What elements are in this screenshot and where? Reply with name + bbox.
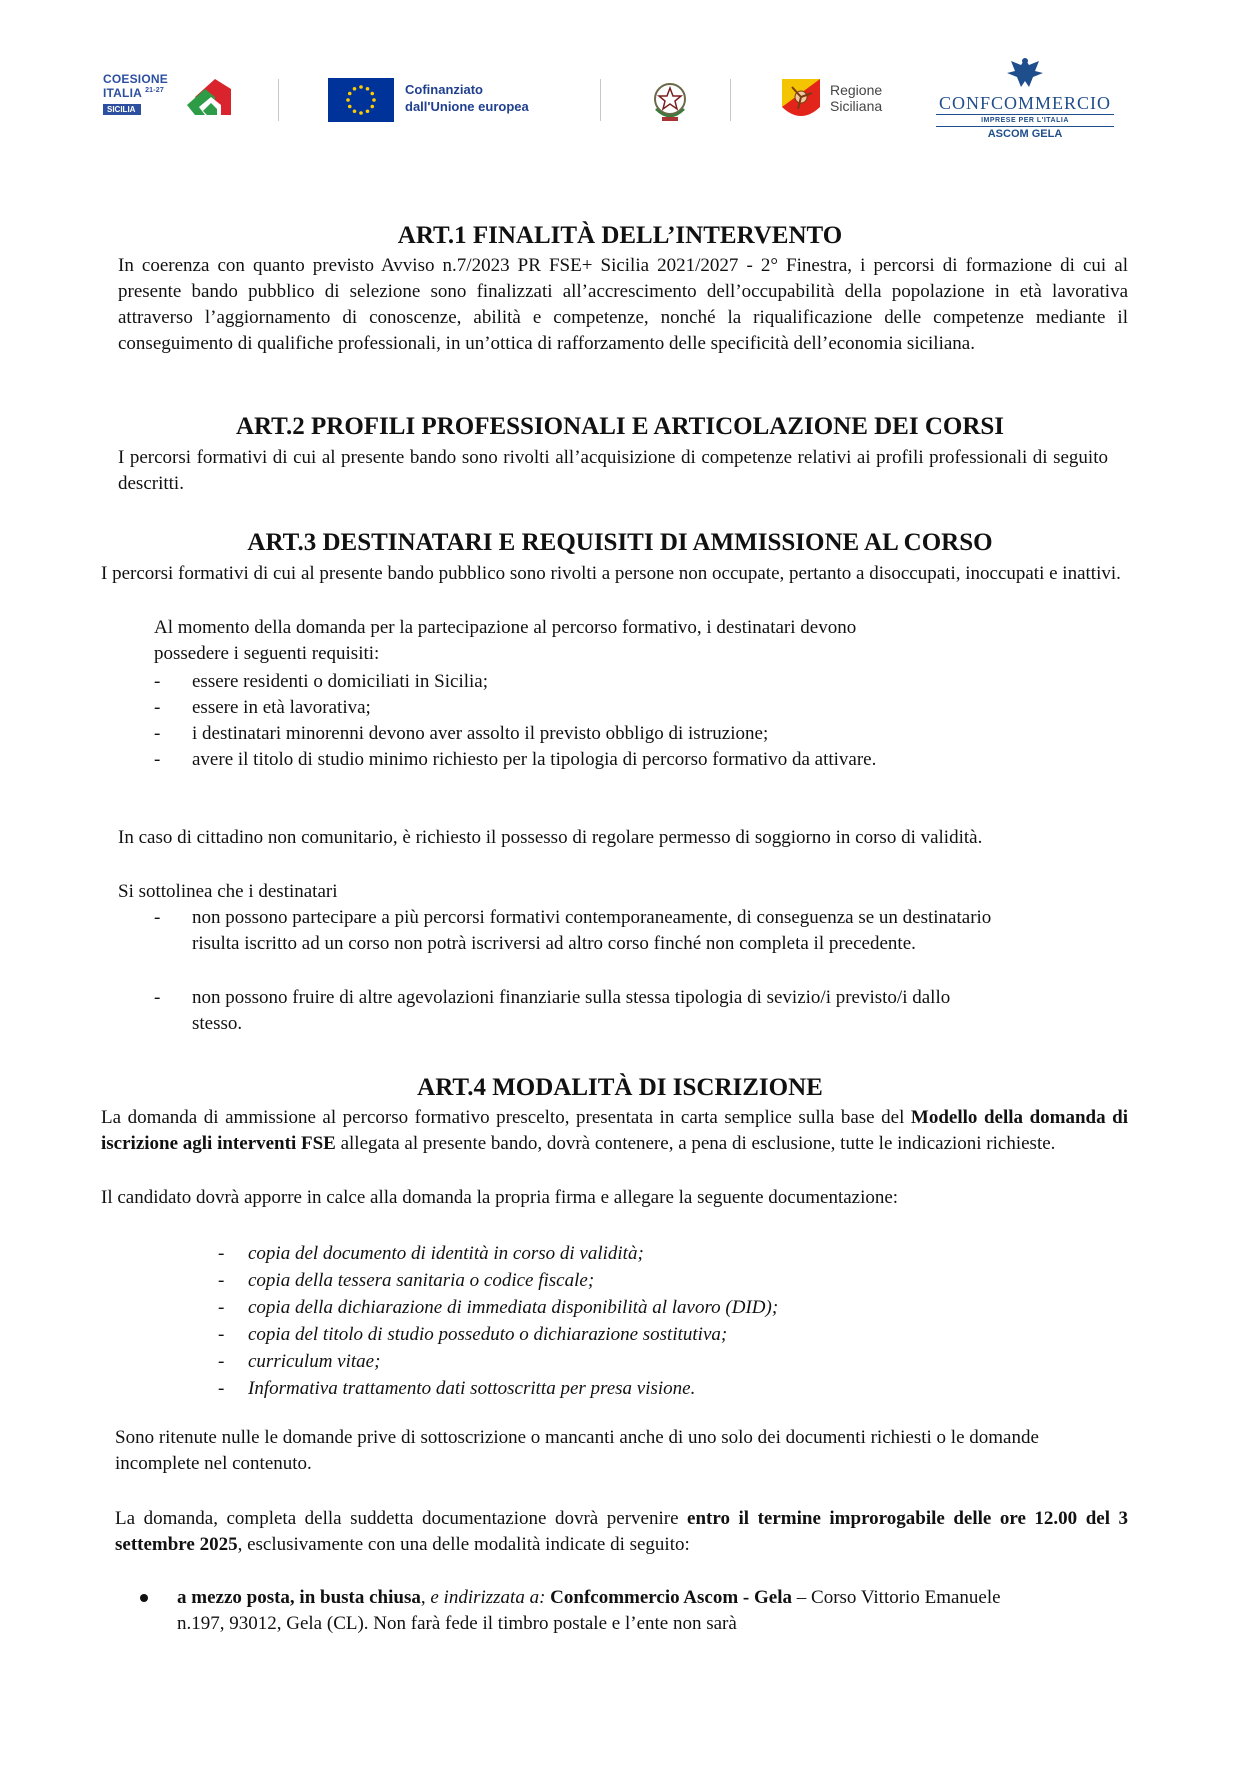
italian-republic-emblem-icon	[650, 79, 690, 123]
eagle-icon	[1005, 55, 1045, 91]
eu-star-icon	[359, 111, 363, 115]
coesione-region: SICILIA	[103, 104, 141, 115]
mail-sep: ,	[420, 1587, 431, 1608]
dash-bullet: -	[154, 907, 161, 928]
document-text: copia del titolo di studio posseduto o dichiarazione sostitutiva;	[248, 1324, 728, 1345]
art3-heading: ART.3 DESTINATARI E REQUISITI DI AMMISSIONE AL CORSO	[247, 529, 993, 556]
dash-bullet: -	[218, 1297, 225, 1318]
requirements-intro-line1: Al momento della domanda per la partecipazione al percorso formativo, i destinatari devono	[154, 617, 857, 638]
logo-header	[0, 55, 1240, 155]
requirement-item	[154, 669, 954, 695]
dash-bullet: -	[154, 749, 161, 770]
art4-paragraph-1	[101, 1105, 1128, 1157]
eu-star-icon	[366, 109, 370, 113]
art1-heading: ART.1 FINALITÀ DELL’INTERVENTO	[397, 222, 843, 249]
eu-star-icon	[370, 92, 374, 96]
art4-p1-end: allegata al presente bando, dovrà contenere, a pena di esclusione, tutte le indicazioni richieste.	[335, 1133, 1056, 1154]
null-applications-note: Sono ritenute nulle le domande prive di sottoscrizione o mancanti anche di uno solo dei documenti richiesti o le domande incomplete nel contenuto.	[115, 1427, 1039, 1474]
dash-bullet: -	[218, 1351, 225, 1372]
art4-paragraph-2: Il candidato dovrà apporre in calce alla domanda la propria firma e allegare la seguente documentazione:	[101, 1187, 899, 1208]
dash-bullet: -	[154, 697, 161, 718]
document-item	[218, 1241, 1018, 1267]
document-item	[218, 1376, 1018, 1402]
application-form-model: Modello della domanda di iscrizione agli interventi FSE	[101, 1107, 1128, 1154]
document-item	[218, 1268, 1018, 1294]
constraint-item	[154, 905, 1024, 957]
eu-star-icon	[372, 98, 376, 102]
requirement-text: avere il titolo di studio minimo richiesto per la tipologia di percorso formativo da attivare.	[192, 749, 877, 770]
document-text: copia della tessera sanitaria o codice fiscale;	[248, 1270, 595, 1291]
logo-rule	[936, 114, 1114, 115]
document-item	[218, 1295, 1018, 1321]
eu-star-icon	[353, 109, 357, 113]
confcommercio-logo	[930, 55, 1120, 145]
art4-p1-start: La domanda di ammissione al percorso formativo prescelto, presentata in carta semplice sulla base del	[101, 1107, 911, 1128]
regione-siciliana-label	[830, 82, 882, 114]
regione-line1: Regione	[830, 82, 883, 98]
coesione-italia-logo	[103, 73, 238, 133]
requirement-item	[154, 695, 954, 721]
eu-cofinanced-label	[405, 81, 529, 115]
coesione-line2: ITALIA	[103, 86, 142, 100]
underline-intro: Si sottolinea che i destinatari	[118, 881, 338, 902]
logo-rule	[936, 126, 1114, 127]
deadline-start: La domanda, completa della suddetta documentazione dovrà pervenire	[115, 1508, 688, 1529]
eu-star-icon	[370, 105, 374, 109]
art2-heading: ART.2 PROFILI PROFESSIONALI E ARTICOLAZIONE DEI CORSI	[235, 413, 1005, 440]
eu-star-icon	[346, 98, 350, 102]
constraint-text: non possono partecipare a più percorsi formativi contemporaneamente, di conseguenza se un destinatario risulta iscritto ad un corso non potrà iscriversi ad altro corso finché non completa il precedente.	[192, 907, 992, 954]
document-text: copia del documento di identità in corso di validità;	[248, 1243, 644, 1264]
dash-bullet: -	[218, 1243, 225, 1264]
bullet-dot	[140, 1594, 148, 1602]
coesione-years: 21-27	[145, 87, 164, 94]
dash-bullet: -	[218, 1270, 225, 1291]
dash-bullet: -	[218, 1324, 225, 1345]
non-eu-citizen-note: In caso di cittadino non comunitario, è richiesto il possesso di regolare permesso di soggiorno in corso di validità.	[118, 827, 983, 848]
requirement-text: essere residenti o domiciliati in Sicilia;	[192, 671, 489, 692]
eu-flag-icon	[328, 78, 394, 122]
submission-method-item	[140, 1585, 1040, 1637]
deadline-paragraph	[115, 1506, 1128, 1558]
document-text: curriculum vitae;	[248, 1351, 381, 1372]
dash-bullet: -	[218, 1378, 225, 1399]
deadline-end: , esclusivamente con una delle modalità indicate di seguito:	[237, 1534, 690, 1555]
mail-address: – Corso Vittorio Emanuele n.197, 93012, Gela (CL). Non farà fede il timbro postale e l’ente non sarà	[177, 1587, 1001, 1634]
dash-bullet: -	[154, 723, 161, 744]
requirement-item	[154, 721, 954, 747]
dash-bullet: -	[154, 671, 161, 692]
eu-star-icon	[348, 92, 352, 96]
requirement-text: essere in età lavorativa;	[192, 697, 371, 718]
mail-method: a mezzo posta, in busta chiusa	[177, 1587, 421, 1608]
requirements-intro-line2: possedere i seguenti requisiti:	[154, 643, 380, 664]
document-text: Informativa trattamento dati sottoscritta per presa visione.	[248, 1378, 696, 1399]
document-item	[218, 1349, 1018, 1375]
eu-star-icon	[366, 87, 370, 91]
art3-intro: I percorsi formativi di cui al presente bando pubblico sono rivolti a persone non occupate, pertanto a disoccupati, inoccupati e inattivi.	[101, 563, 1121, 584]
constraint-item	[154, 985, 984, 1037]
eu-star-icon	[348, 105, 352, 109]
logo-separator	[730, 79, 731, 121]
art1-body: In coerenza con quanto previsto Avviso n.7/2023 PR FSE+ Sicilia 2021/2027 - 2° Finestra, i percorsi di formazione di cui al presente bando pubblico di selezione sono finalizzati all’accrescimento dell’occupabilità della popolazione in età lavorativa attraverso l’aggiornamento di conoscenze, abilità e competenze, nonché la riqualificazione delle competenze mediante il conseguimento di qualifiche professionali, in un’ottica di rafforzamento delle specificità dell’economia siciliana.	[118, 255, 1128, 354]
sicily-region-shield-icon	[780, 77, 822, 125]
requirement-text: i destinatari minorenni devono aver assolto il previsto obbligo di istruzione;	[192, 723, 769, 744]
document-item	[218, 1322, 1018, 1348]
eu-line1: Cofinanziato	[405, 82, 483, 97]
requirement-item	[154, 747, 944, 773]
regione-line2: Siciliana	[830, 98, 883, 114]
coesione-line1: COESIONE	[103, 72, 168, 86]
eu-star-icon	[353, 87, 357, 91]
art2-body: I percorsi formativi di cui al presente bando sono rivolti all’acquisizione di competenze relativi ai profili professionali di seguito descritti.	[118, 447, 1108, 494]
mail-address-intro: e indirizzata a:	[430, 1587, 546, 1608]
confcommercio-name: CONFCOMMERCIO	[938, 93, 1112, 113]
mail-recipient: Confcommercio Ascom - Gela	[550, 1587, 793, 1608]
eu-star-icon	[359, 85, 363, 89]
logo-separator	[600, 79, 601, 121]
dash-bullet: -	[154, 987, 161, 1008]
constraint-text: non possono fruire di altre agevolazioni finanziarie sulla stessa tipologia di sevizio/i previsto/i dallo stesso.	[192, 987, 951, 1034]
mail-submission-text	[177, 1585, 1040, 1637]
confcommercio-tagline: IMPRESE PER L'ITALIA	[981, 117, 1069, 124]
document-text: copia della dichiarazione di immediata disponibilità al lavoro (DID);	[248, 1297, 779, 1318]
eu-line2: dall'Unione europea	[405, 99, 529, 114]
art4-heading: ART.4 MODALITÀ DI ISCRIZIONE	[417, 1074, 823, 1101]
deadline-date: entro il termine improrogabile delle ore 12.00 del 3 settembre 2025	[115, 1508, 1128, 1555]
logo-separator	[278, 79, 279, 121]
coesione-arrow-icon	[181, 75, 237, 119]
confcommercio-branch: ASCOM GELA	[987, 128, 1063, 140]
